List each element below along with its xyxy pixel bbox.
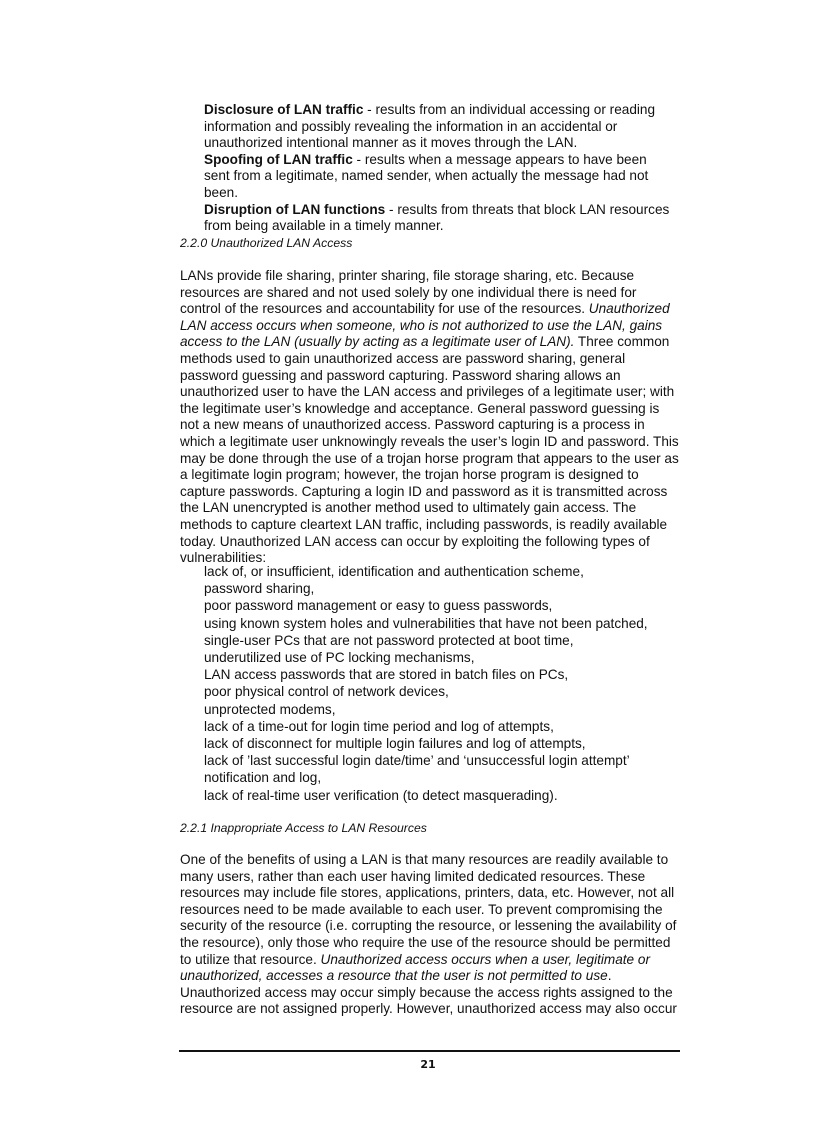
footer-divider xyxy=(179,1050,680,1052)
threat-item-disruption xyxy=(204,202,674,235)
list-item: single-user PCs that are not password protected at boot time, xyxy=(204,632,574,648)
paragraph-emphasis: Unauthorized LAN access occurs when someone, who is not authorized to use the LAN, gains access to the LAN (usually by acting as a legitimate user of LAN). xyxy=(180,301,670,350)
list-item: LAN access passwords that are stored in batch files on PCs, xyxy=(204,667,569,683)
paragraph-text: Three common methods used to gain unauthorized access are password sharing, general password guessing and password capturing. Password sharing allows an unauthorized user to have the LAN access and privileges of a legitimate user; with the legitimate user’s knowledge and acceptance. General password guessing is not a new means of unauthorized access. Password capturing is a process in which a legitimate user unknowingly reveals the user’s login ID and password. This may be done through the use of a trojan horse program that appears to the user as a legitimate login program; however, the trojan horse program is designed to capture passwords. Capturing a login ID and password as it is transmitted across the LAN unencrypted is another method used to ultimately gain access. The methods to capture cleartext LAN traffic, including passwords, is readily available today. Unauthorized LAN access can occur by exploiting the following types of vulnerabilities: xyxy=(180,334,679,566)
list-item: underutilized use of PC locking mechanisms, xyxy=(204,650,475,666)
list-item: poor physical control of network devices, xyxy=(204,684,449,700)
list-item: lack of a time-out for login time period and log of attempts, xyxy=(204,718,554,734)
section-heading-2-2-1: 2.2.1 Inappropriate Access to LAN Resources xyxy=(180,821,427,835)
list-item: lack of, or insufficient, identification and authentication scheme, xyxy=(204,564,584,579)
list-item: password sharing, xyxy=(204,581,315,597)
list-item: lack of real-time user verification (to detect masquerading). xyxy=(204,787,558,803)
section-heading-2-2-0: 2.2.0 Unauthorized LAN Access xyxy=(180,236,353,250)
paragraph-text: . Unauthorized access may occur simply because the access rights assigned to the resource are not assigned properly. However, unauthorized access may also occur xyxy=(180,968,677,1017)
threat-term: Disruption of LAN functions xyxy=(204,201,386,217)
threat-description: - results when a message appears to have been sent from a legitimate, named sender, when actually the message had not been. xyxy=(204,151,649,200)
section-paragraph-2-2-0 xyxy=(180,268,680,567)
threat-item-disclosure xyxy=(204,102,674,152)
vulnerability-list xyxy=(204,563,674,804)
threat-term: Spoofing of LAN traffic xyxy=(204,151,353,167)
paragraph-emphasis: Unauthorized access occurs when a user, legitimate or unauthorized, accesses a resource that the user is not permitted to use xyxy=(180,951,650,984)
paragraph-text: One of the benefits of using a LAN is that many resources are readily available to many users, rather than each user having limited dedicated resources. These resources may include file stores, applications, printers, data, etc. However, not all resources need to be made available to each user. To prevent compromising the security of the resource (i.e. corrupting the resource, or lessening the availability of the resource), only those who require the use of the resource should be permitted to utilize that resource. xyxy=(180,852,677,967)
page-number: 21 xyxy=(420,1058,436,1071)
threat-item-spoofing xyxy=(204,152,674,202)
paragraph-text: LANs provide file sharing, printer sharing, file storage sharing, etc. Because resources are shared and not used solely by one individual there is need for control of the resources and accountability for use of the resources. xyxy=(180,268,637,317)
threat-description: - results from threats that block LAN resources from being available in a timely manner. xyxy=(204,201,670,234)
list-item: poor password management or easy to guess passwords, xyxy=(204,598,553,614)
threat-term: Disclosure of LAN traffic xyxy=(204,102,364,117)
section-paragraph-2-2-1 xyxy=(180,852,680,1018)
list-item: lack of ’last successful login date/time’ and ‘unsuccessful login attempt’ notification and log, xyxy=(204,753,630,786)
list-item: using known system holes and vulnerabilities that have not been patched, xyxy=(204,615,648,631)
threat-list xyxy=(204,102,674,235)
threat-description: - results from an individual accessing or reading information and possibly revealing the information in an accidental or unauthorized intentional manner as it moves through the LAN. xyxy=(204,102,656,151)
list-item: lack of disconnect for multiple login failures and log of attempts, xyxy=(204,736,586,752)
list-item: unprotected modems, xyxy=(204,701,336,717)
